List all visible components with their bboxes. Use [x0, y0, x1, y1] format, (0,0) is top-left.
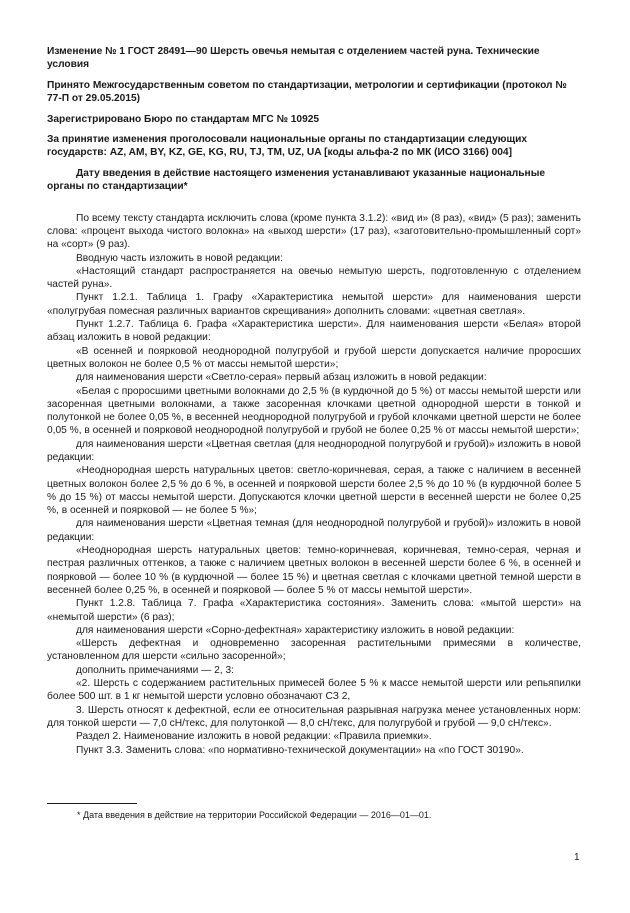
- paragraph: «Неоднородная шерсть натуральных цветов: темно-коричневая, коричневая, темно-серая, черная и пестрая различных оттенков, а также с наличием цветных волокон в весенней шерсти более 6 %, в осенней и поярковой — более 10 % (в курдючной — более 15 %) и цветная светлая с клочками цветной темной шерсти в весенней более 0,25 %, в осенней и поярковой — более 5 % от массы немытой шерсти».: [47, 545, 581, 596]
- paragraph: Раздел 2. Наименование изложить в новой редакции: «Правила приемки».: [76, 731, 432, 743]
- paragraph: «Белая с проросшими цветными волокнами до 2,5 % (в курдючной до 5 %) от массы немытой шерсти или засоренная цветными волокнами, а также засоренная клочками цветной однородной шерсти в тонкой и полутонкой не более 0,05 %, в весенней неоднородной полугрубой и грубой клочками цветной шерсти не более 0,05 %, в осенней и поярковой неоднородной полугрубой и грубой не более 0,25 % от массы немытой шерсти»;: [47, 385, 581, 437]
- footnote: * Дата введения в действие на территории Российской Федерации — 2016—01—01.: [77, 810, 432, 820]
- paragraph: По всему тексту стандарта исключить слова (кроме пункта 3.1.2): «вид и» (8 раз), «вид» (5 раз); заменить слова: «процент выхода чистого волокна» на «выход шерсти» (17 раз), «заготовительно-промышленный сорт» на «сорт» (9 раз).: [47, 212, 581, 251]
- paragraph: Вводную часть изложить в новой редакции:: [76, 252, 283, 264]
- footnote-divider: [47, 803, 137, 804]
- paragraph: для наименования шерсти «Светло-серая» первый абзац изложить в новой редакции:: [76, 372, 487, 384]
- paragraph: Пункт 3.3. Заменить слова: «по нормативно-технической документации» на «по ГОСТ 30190».: [76, 744, 524, 756]
- paragraph: «Настоящий стандарт распространяется на овечью немытую шерсть, подготовленную с отделением частей руна».: [47, 265, 581, 291]
- paragraph: «В осенней и поярковой неоднородной полугрубой и грубой шерсти допускается наличие проросших цветных волокон не более 0,5 % от массы немытой шерсти»;: [47, 345, 581, 370]
- paragraph: Пункт 1.2.8. Таблица 7. Графа «Характеристика состояния». Заменить слова: «мытой шерсти» на «немытой шерсти» (6 раз);: [47, 598, 581, 623]
- paragraph: «Неоднородная шерсть натуральных цветов: светло-коричневая, серая, а также с наличием в весенней цветных волокон более 2,5 % до 6 %, в осенней и поярковой шерсти более 2,5 % до 10 % (в курдючной более 5 % до 15 %) от массы немытой шерсти. Допускаются клочки цветной шерсти в весенней шерсти не более 0,25 %, в осенней и поярковой — не более 5 %»;: [47, 465, 581, 517]
- page-number: 1: [574, 852, 580, 863]
- paragraph: 3. Шерсть относят к дефектной, если ее относительная разрывная нагрузка менее установленных норм: для тонкой шерсти — 7,0 сН/текс, для полутонкой — 8,0 сН/текс, для полугрубой и грубой — 9,0 сН/текс».: [47, 704, 581, 729]
- paragraph: Пункт 1.2.1. Таблица 1. Графу «Характеристика немытой шерсти» для наименования шерсти «полугрубая помесная различных вариантов скрещивания» дополнить словами: «цветная светлая».: [47, 292, 581, 317]
- paragraph: для наименования шерсти «Сорно-дефектная» характеристику изложить в новой редакции:: [76, 624, 515, 636]
- paragraph: «Шерсть дефектная и одновременно засоренная растительными примесями в количестве, установленном для шерсти «сильно засоренной»;: [47, 638, 581, 663]
- paragraph: дополнить примечаниями — 2, 3:: [76, 664, 235, 676]
- paragraph: для наименования шерсти «Цветная светлая (для неоднородной полугрубой и грубой)» изложить в новой редакции:: [47, 438, 581, 463]
- effective-date-note: Дату введения в действие настоящего изменения устанавливают указанные национальные органы по стандартизации*: [47, 167, 546, 193]
- paragraph: «2. Шерсть с содержанием растительных примесей более 5 % к массе немытой шерсти или репьяпилки более 500 шт. в 1 кг немытой шерсти условно обозначают СЗ 2,: [47, 678, 581, 703]
- adoption-note: Принято Межгосударственным советом по стандартизации, метрологии и сертификации (протокол № 77-П от 29.05.2015): [47, 79, 567, 105]
- registration-note: Зарегистрировано Бюро по стандартам МГС № 10925: [47, 113, 320, 125]
- paragraph: Пункт 1.2.7. Таблица 6. Графа «Характеристика шерсти». Для наименования шерсти «Белая» второй абзац изложить в новой редакции:: [47, 319, 581, 344]
- paragraph: для наименования шерсти «Цветная темная (для неоднородной полугрубой и грубой)» изложить в новой редакции:: [47, 518, 581, 543]
- voting-note: За принятие изменения проголосовали национальные органы по стандартизации следующих государств: AZ, AM, BY, KZ, GE, KG, RU, TJ, TM, UZ, UA [коды альфа-2 по МК (ИСО 3166) 004]: [47, 134, 528, 159]
- amendment-body: [47, 212, 581, 757]
- document-page: [47, 45, 581, 757]
- amendment-title: Изменение № 1 ГОСТ 28491—90 Шерсть овечья немытая с отделением частей руна. Технические условия: [47, 46, 540, 71]
